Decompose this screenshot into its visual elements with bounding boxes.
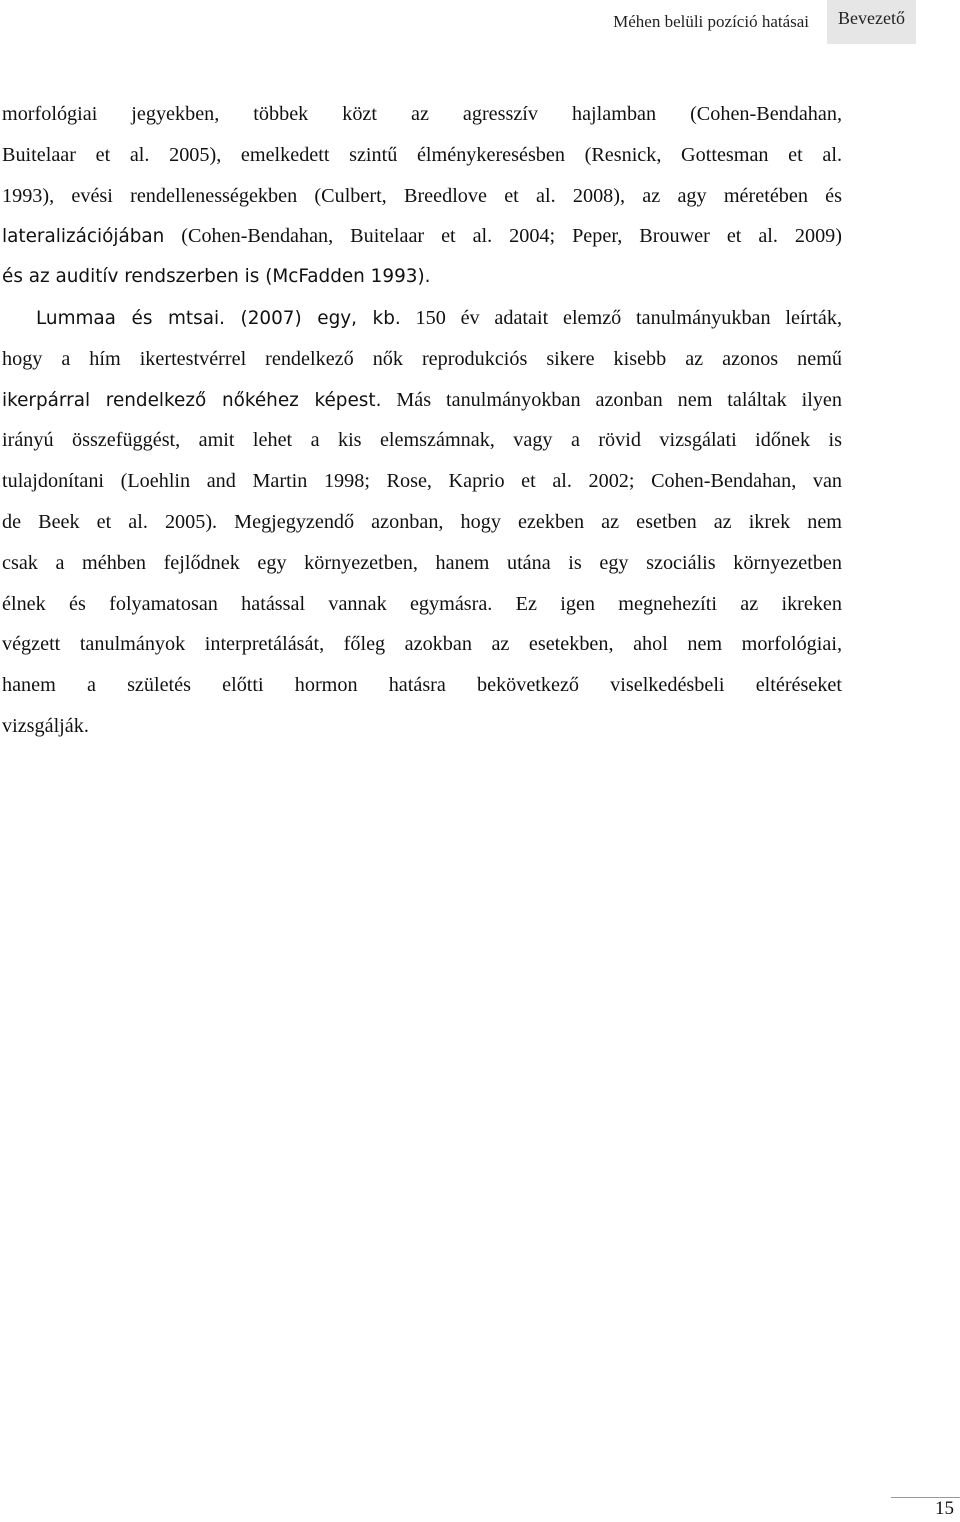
text-span: lateralizációjában — [2, 226, 165, 248]
text-line — [2, 298, 842, 339]
page-number: 15 — [935, 1498, 954, 1519]
text-line: morfológiai jegyekben, többek közt az agresszív hajlamban (Cohen-Bendahan, — [2, 103, 842, 125]
text-line: tulajdonítani (Loehlin and Martin 1998; Rose, Kaprio et al. 2002; Cohen-Bendahan, van — [2, 470, 842, 493]
paragraph-1 — [2, 94, 842, 298]
section-tab: Bevezető — [827, 0, 916, 44]
text-line: csak a méhben fejlődnek egy környezetben, hanem utána is egy szociális környezetben — [2, 551, 842, 574]
text-line: hanem a születés előtti hormon hatásra bekövetkező viselkedésbeli eltéréseket — [2, 674, 842, 697]
text-span: Más tanulmányokban azonban nem találtak ilyen — [381, 388, 842, 411]
text-span: 150 év adatait elemző tanulmányukban leírták, — [400, 306, 842, 329]
text-line: de Beek et al. 2005). Megjegyzendő azonban, hogy ezekben az esetben az ikrek nem — [2, 510, 842, 533]
text-line: 1993), evési rendellenességekben (Culbert, Breedlove et al. 2008), az agy méretében és — [2, 184, 842, 207]
text-line: és az auditív rendszerben is (McFadden 1993). — [2, 266, 431, 288]
text-line — [2, 380, 842, 421]
text-span: (Cohen-Bendahan, Buitelaar et al. 2004; Peper, Brouwer et al. 2009) — [164, 225, 842, 248]
text-line: irányú összefüggést, amit lehet a kis elemszámnak, vagy a rövid vizsgálati időnek is — [2, 429, 842, 452]
text-span: Lummaa és mtsai. (2007) egy, kb. — [36, 307, 401, 329]
text-line: vizsgálják. — [2, 714, 89, 737]
text-line — [2, 216, 842, 257]
running-header — [613, 0, 916, 44]
chapter-title: Méhen belüli pozíció hatásai — [613, 12, 810, 31]
body-text — [2, 94, 842, 747]
paragraph-2 — [2, 298, 842, 747]
text-line: élnek és folyamatosan hatással vannak egymásra. Ez igen megnehezíti az ikreken — [2, 592, 842, 615]
text-line: Buitelaar et al. 2005), emelkedett szintű élménykeresésben (Resnick, Gottesman et al. — [2, 143, 842, 166]
text-line: végzett tanulmányok interpretálását, főleg azokban az esetekben, ahol nem morfológiai, — [2, 633, 842, 656]
text-line: hogy a hím ikertestvérrel rendelkező nők reprodukciós sikere kisebb az azonos nemű — [2, 347, 842, 370]
text-span: ikerpárral rendelkező nőkéhez képest. — [2, 389, 382, 411]
